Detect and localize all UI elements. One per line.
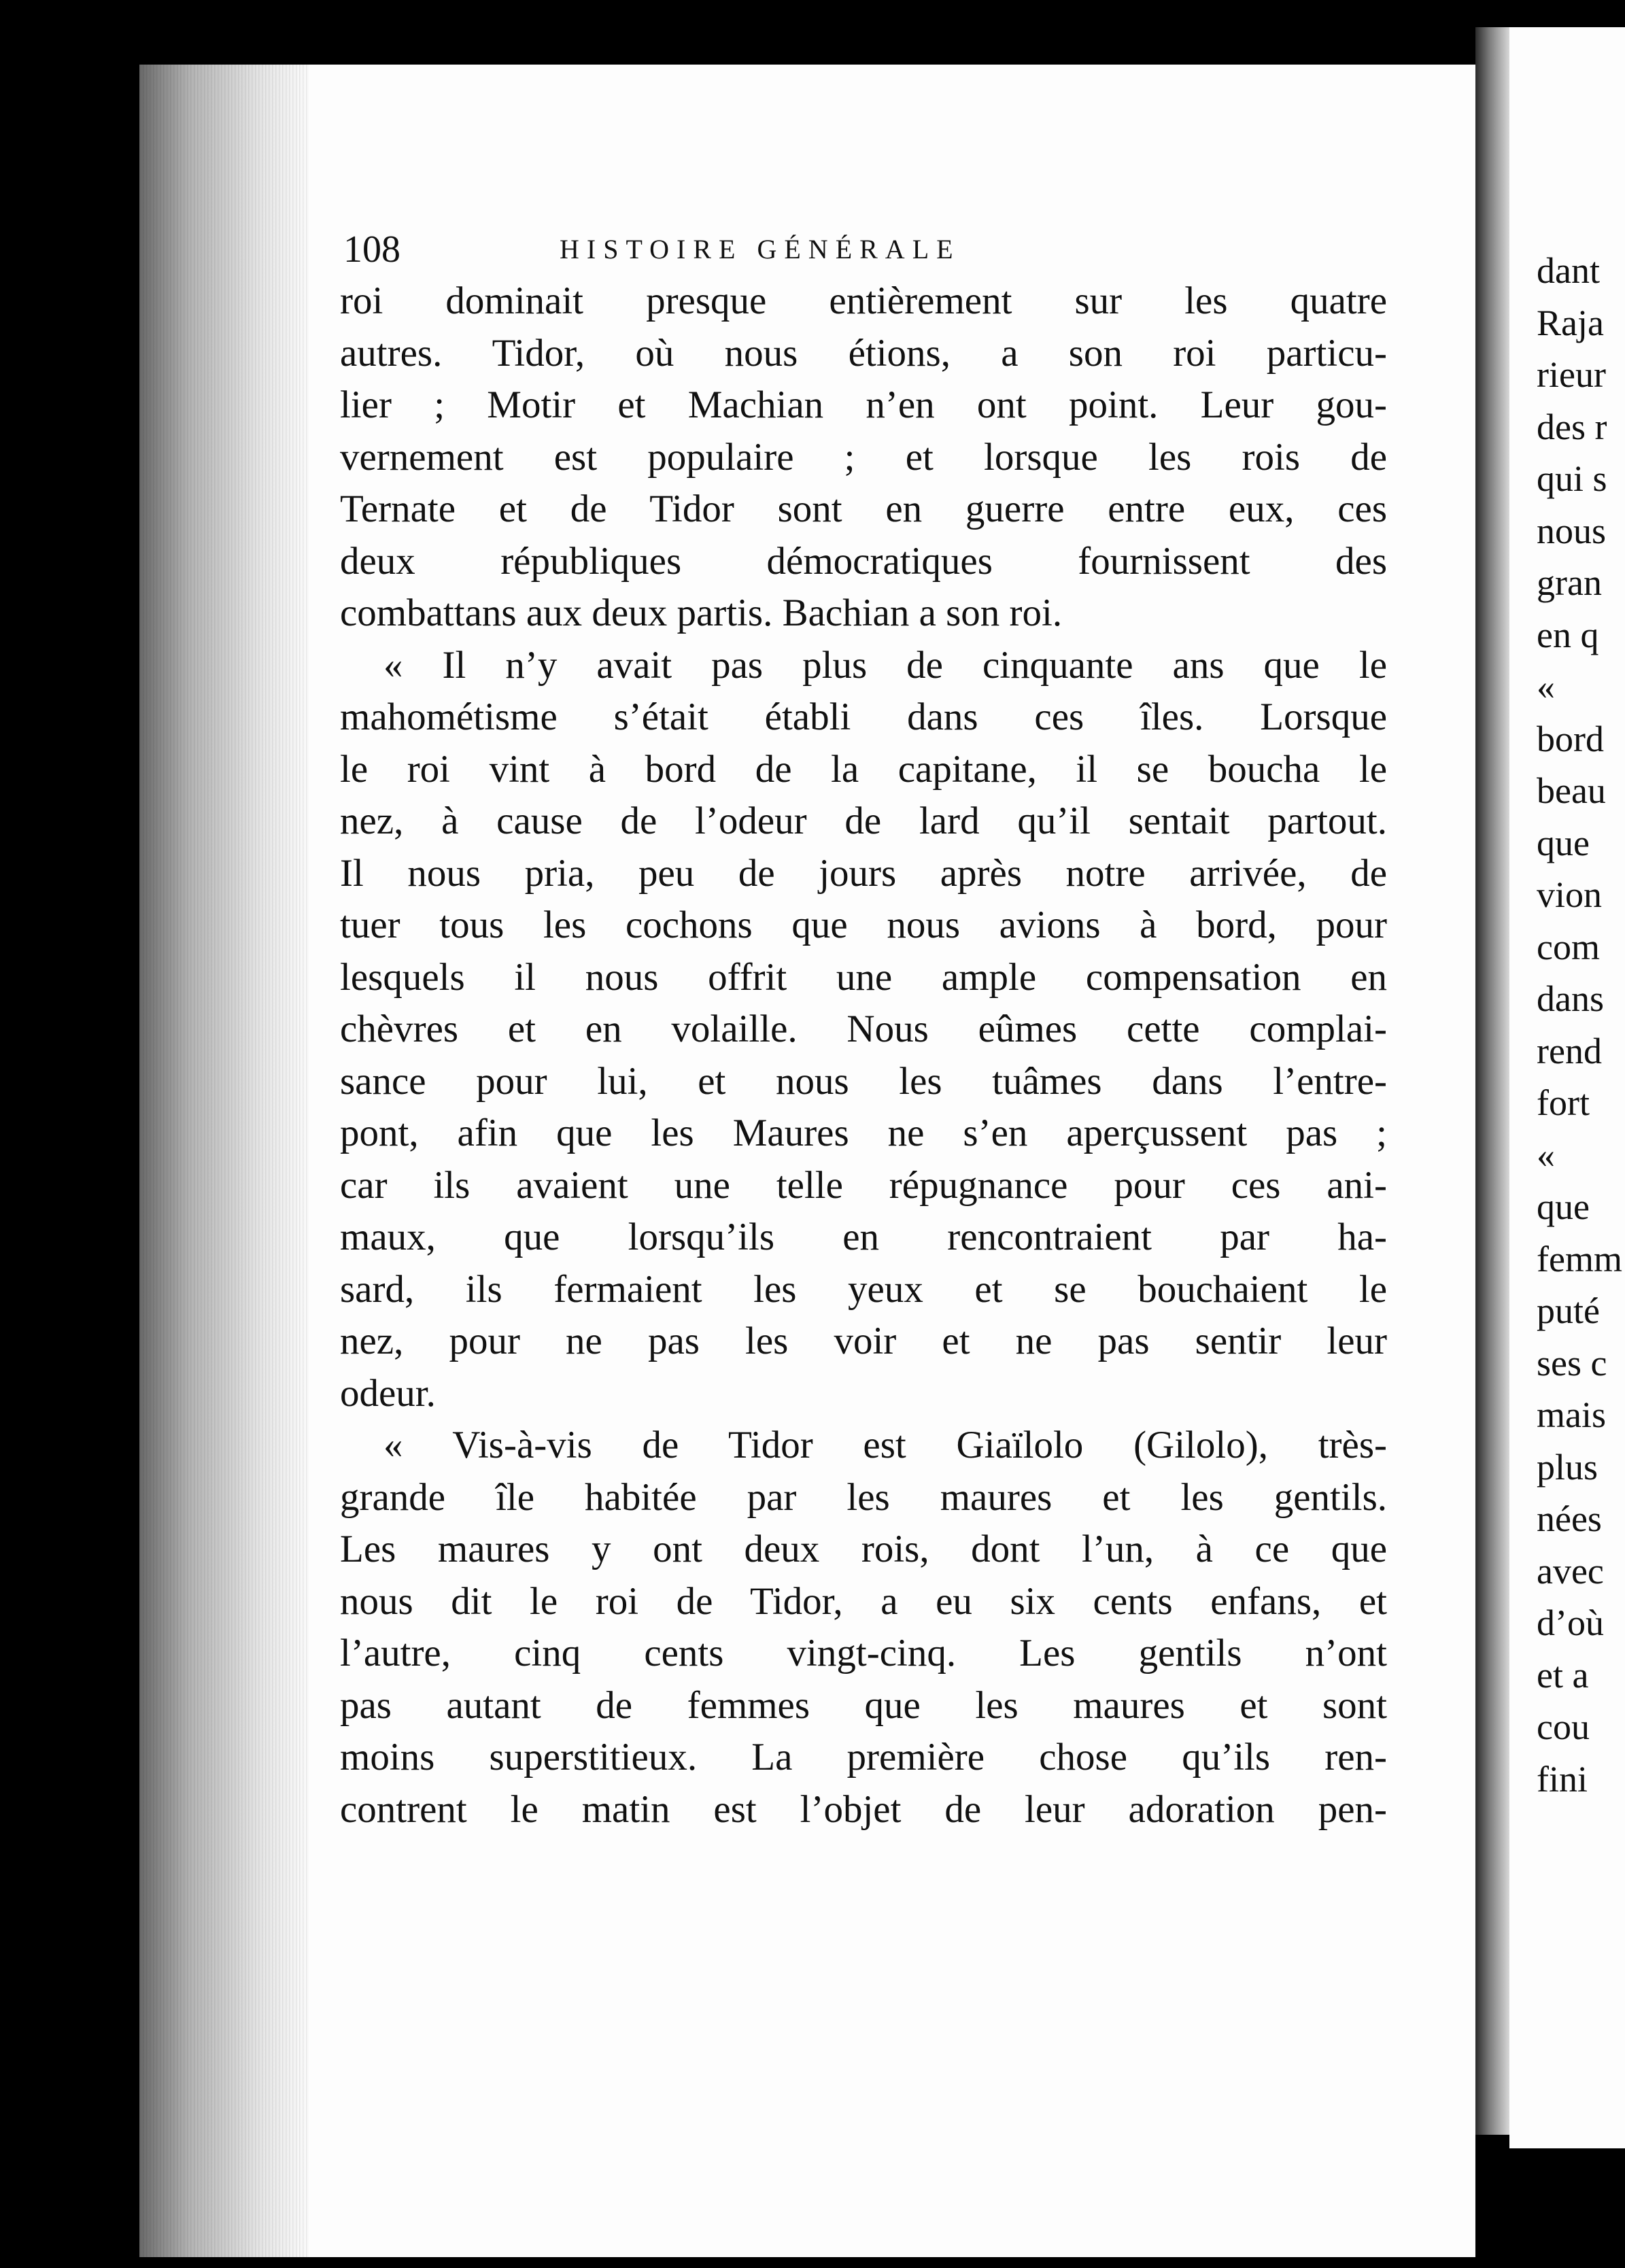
right-page-text: [1537, 245, 1622, 1805]
right-text-fragment: et a: [1537, 1654, 1589, 1696]
right-text-fragment: nées: [1537, 1498, 1602, 1539]
right-text-fragment: «: [1537, 1134, 1555, 1175]
right-text-fragment: Raja: [1537, 302, 1604, 343]
book-spine-gutter: [1475, 27, 1509, 2135]
text-line: nez, pour ne pas les voir et ne pas sentir leur: [340, 1320, 1387, 1362]
text-line: « Il n’y avait pas plus de cinquante ans que le: [383, 643, 1387, 687]
right-text-fragment: plus: [1537, 1446, 1598, 1488]
right-text-fragment: ses c: [1537, 1342, 1607, 1384]
text-line: combattans aux deux partis. Bachian a son roi.: [340, 591, 1063, 634]
page-edge-shading: [139, 65, 309, 2257]
text-line: deux républiques démocratiques fournissent des: [340, 539, 1387, 583]
running-head: [343, 228, 1282, 269]
right-text-fragment: rieur: [1537, 354, 1606, 395]
right-page: [1509, 27, 1625, 2148]
right-text-fragment: que: [1537, 1186, 1590, 1227]
right-text-fragment: des r: [1537, 406, 1607, 447]
text-line: le roi vint à bord de la capitane, il se boucha le: [340, 747, 1387, 791]
text-line: chèvres et en volaille. Nous eûmes cette complai-: [340, 1008, 1387, 1050]
running-title: HISTOIRE GÉNÉRALE: [560, 234, 961, 264]
right-text-fragment: mais: [1537, 1394, 1606, 1435]
text-line: roi dominait presque entièrement sur les quatre: [340, 279, 1387, 322]
text-line: pont, afin que les Maures ne s’en aperçussent pas ;: [340, 1112, 1387, 1154]
right-text-fragment: com: [1537, 926, 1600, 967]
right-text-fragment: rend: [1537, 1030, 1602, 1071]
right-text-fragment: dant: [1537, 250, 1600, 291]
text-line: odeur.: [340, 1371, 436, 1415]
right-text-fragment: cou: [1537, 1706, 1590, 1747]
right-text-fragment: puté: [1537, 1290, 1600, 1331]
right-text-fragment: qui s: [1537, 458, 1607, 499]
right-text-fragment: fort: [1537, 1082, 1590, 1123]
text-line: « Vis-à-vis de Tidor est Giaïlolo (Gilolo), très-: [383, 1424, 1387, 1466]
right-text-fragment: que: [1537, 822, 1590, 863]
text-line: tuer tous les cochons que nous avions à bord, pour: [340, 904, 1387, 946]
right-text-fragment: dans: [1537, 978, 1604, 1019]
text-line: sard, ils fermaient les yeux et se bouchaient le: [340, 1267, 1387, 1311]
text-line: l’autre, cinq cents vingt-cinq. Les gentils n’ont: [340, 1632, 1387, 1674]
right-text-fragment: bord: [1537, 718, 1604, 759]
text-line: pas autant de femmes que les maures et sont: [340, 1683, 1387, 1727]
text-line: autres. Tidor, où nous étions, a son roi particu-: [340, 331, 1387, 375]
text-line: nous dit le roi de Tidor, a eu six cents enfans, et: [340, 1579, 1387, 1623]
text-line: sance pour lui, et nous les tuâmes dans l’entre-: [340, 1059, 1387, 1103]
text-line: maux, que lorsqu’ils en rencontraient par ha-: [340, 1216, 1387, 1258]
text-line: grande île habitée par les maures et les gentils.: [340, 1475, 1387, 1519]
text-line: Il nous pria, peu de jours après notre arrivée, de: [340, 851, 1387, 895]
right-text-fragment: nous: [1537, 510, 1607, 551]
page-number: 108: [343, 228, 400, 271]
right-text-fragment: d’où: [1537, 1602, 1604, 1643]
text-line: lesquels il nous offrit une ample compensation en: [340, 955, 1387, 999]
text-line: Les maures y ont deux rois, dont l’un, à ce que: [340, 1528, 1387, 1570]
body-text: [340, 275, 1387, 1836]
text-line: mahométisme s’était établi dans ces îles. Lorsque: [340, 695, 1387, 738]
right-text-fragment: en q: [1537, 614, 1599, 655]
right-text-fragment: fini: [1537, 1758, 1588, 1800]
right-text-fragment: beau: [1537, 770, 1606, 811]
right-text-fragment: «: [1537, 666, 1555, 707]
text-line: moins superstitieux. La première chose qu’ils ren-: [340, 1736, 1387, 1779]
right-text-fragment: avec: [1537, 1550, 1604, 1592]
right-text-fragment: femm: [1537, 1238, 1622, 1279]
right-text-fragment: vion: [1537, 874, 1603, 915]
text-line: nez, à cause de l’odeur de lard qu’il sentait partout.: [340, 800, 1387, 842]
text-line: contrent le matin est l’objet de leur adoration pen-: [340, 1787, 1387, 1831]
text-line: Ternate et de Tidor sont en guerre entre eux, ces: [340, 487, 1387, 530]
text-line: lier ; Motir et Machian n’en ont point. Leur gou-: [340, 383, 1387, 426]
text-line: car ils avaient une telle répugnance pour ces ani-: [340, 1163, 1387, 1207]
right-text-fragment: gran: [1537, 562, 1602, 603]
text-line: vernement est populaire ; et lorsque les rois de: [340, 435, 1387, 479]
